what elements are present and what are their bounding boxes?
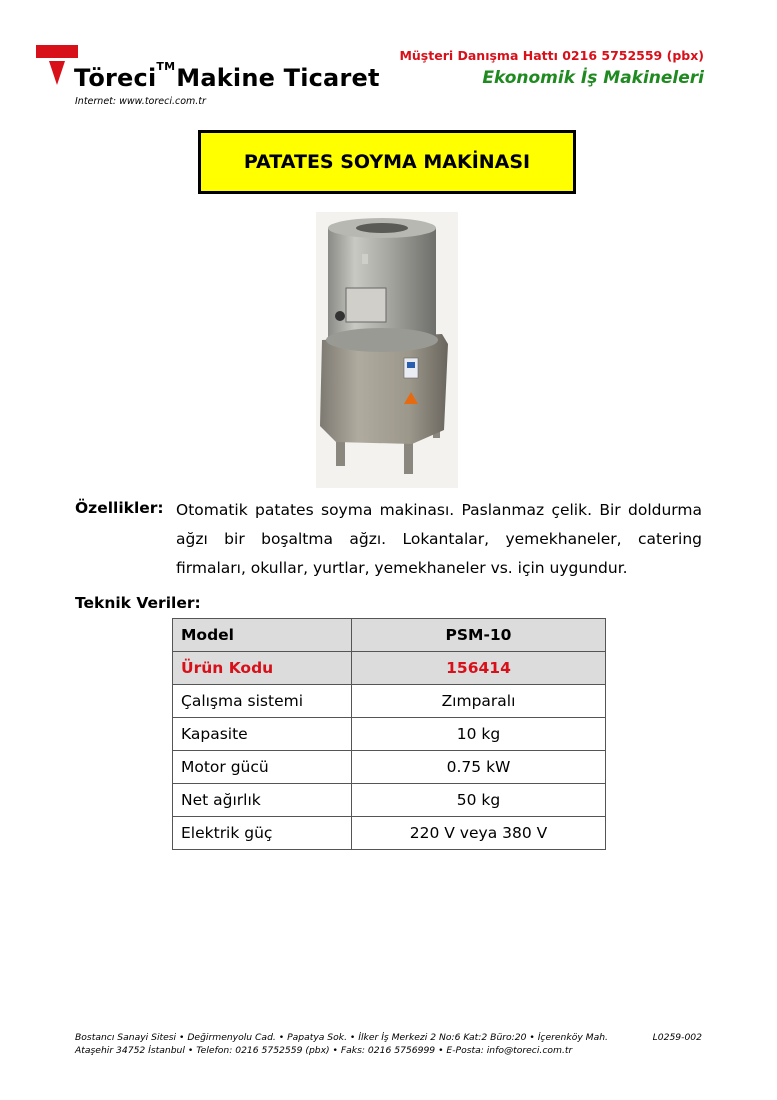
features-text: Otomatik patates soyma makinası. Paslanmaz çelik. Bir doldurma ağzı bir boşaltma ağzı. Lokantalar, yemekhaneler, catering firmaları, okullar, yurtlar, yemekhaneler vs. için uygundur. [176, 501, 702, 577]
spec-value: 156414 [352, 652, 606, 685]
table-row [173, 751, 606, 784]
spec-value: 10 kg [352, 718, 606, 751]
slogan: Ekonomik İş Makineleri [482, 68, 704, 88]
spec-key: Model [173, 619, 352, 652]
table-row [173, 784, 606, 817]
page-title: PATATES SOYMA MAKİNASI [198, 130, 576, 194]
table-row [173, 718, 606, 751]
table-row [173, 619, 606, 652]
website-text: Internet: www.toreci.com.tr [75, 96, 206, 107]
spec-value: 220 V veya 380 V [352, 817, 606, 850]
toreci-logo-icon [36, 45, 78, 87]
spec-value: Zımparalı [352, 685, 606, 718]
table-row [173, 652, 606, 685]
table-row [173, 817, 606, 850]
spec-key: Çalışma sistemi [173, 685, 352, 718]
document-number: L0259-002 [652, 1032, 702, 1043]
spec-key: Ürün Kodu [173, 652, 352, 685]
spec-value: 0.75 kW [352, 751, 606, 784]
spec-value: 50 kg [352, 784, 606, 817]
features-label: Özellikler: [75, 499, 164, 517]
footer-address-line-2: Ataşehir 34752 İstanbul • Telefon: 0216 5752559 (pbx) • Faks: 0216 5756999 • E-Posta: info@toreci.com.tr [75, 1045, 573, 1056]
spec-key: Kapasite [173, 718, 352, 751]
spec-key: Motor gücü [173, 751, 352, 784]
spec-key: Net ağırlık [173, 784, 352, 817]
brand-name: Töreci™Makine Ticaret [74, 60, 380, 92]
table-row [173, 685, 606, 718]
footer-address-line-1: Bostancı Sanayi Sitesi • Değirmenyolu Cad. • Papatya Sok. • İlker İş Merkezi 2 No:6 Kat:2 Büro:20 • İçerenköy Mah. [75, 1032, 608, 1043]
spec-key: Elektrik güç [173, 817, 352, 850]
technical-specs-table [172, 618, 606, 850]
trademark-sign: TM [156, 60, 176, 73]
potato-peeler-machine-photo [316, 212, 458, 488]
technical-data-label: Teknik Veriler: [75, 594, 201, 612]
spec-value: PSM-10 [352, 619, 606, 652]
customer-hotline: Müşteri Danışma Hattı 0216 5752559 (pbx) [399, 48, 704, 63]
